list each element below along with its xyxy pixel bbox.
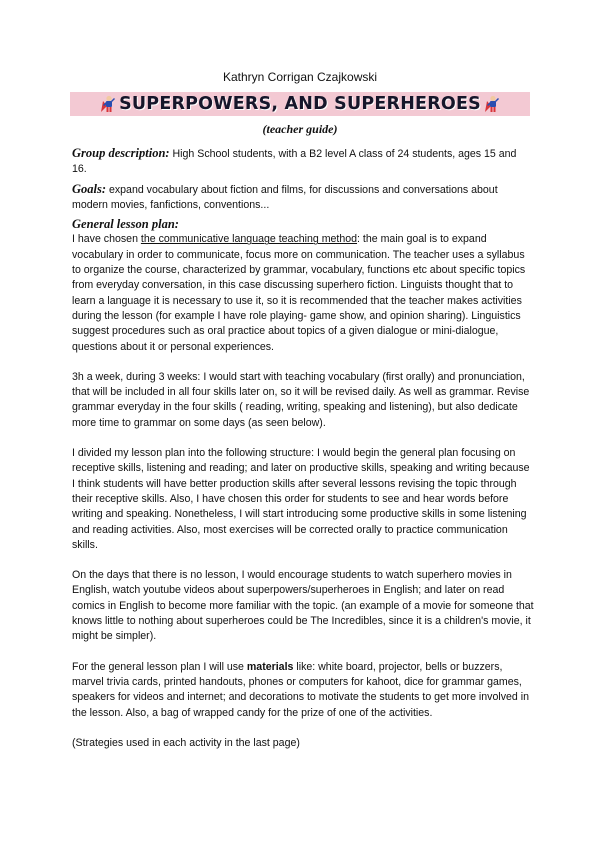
plan-paragraph-4: On the days that there is no lesson, I would encourage students to watch superhero movies in English, watch youtube videos about superpowers/superheroes in English; and later on read comics in English to become more familiar with the topic. (an example of a movie for someone that knows little to nothing about superheroes could be The Incredibles, since it is a children's movie, it might be simpler). — [72, 569, 534, 643]
p5-text-start: For the general lesson plan I will use — [72, 660, 247, 673]
document-subtitle: (teacher guide) — [262, 122, 338, 136]
group-description — [72, 146, 534, 178]
method-reference: the communicative language teaching method — [140, 233, 358, 246]
plan-paragraph-5 — [72, 660, 534, 721]
author-name: Kathryn Corrigan Czajkowski — [222, 70, 378, 84]
title-banner — [70, 92, 530, 116]
plan-paragraph-3: I divided my lesson plan into the following structure: I would begin the general plan focusing on receptive skills, listening and reading; and later on productive skills, speaking and writing because I think students will have better production skills after several lessons revising the topic through their receptive skills. Also, I have chosen this order for students to see and hear words before writing and speaking. Nonetheless, I will start introducing some productive skills in some listening and reading activities. Also, most exercises will be corrected orally to practice communication skills. — [72, 447, 530, 551]
document-title: SUPERPOWERS, AND SUPERHEROES — [119, 94, 481, 114]
group-heading: Group description: — [72, 146, 170, 160]
plan-paragraph-1 — [72, 232, 534, 354]
goals-heading: Goals: — [72, 181, 107, 196]
p1-text-start: I have chosen — [72, 233, 141, 246]
p1-text-end: : the main goal is to expand vocabulary in order to communicate, focus more on communication. The teacher uses a syllabus to organize the course, characterized by grammar, vocabulary, functions etc about specific topics from everyday conversation, in this case discussing superhero fiction. Linguists thought that to learn a language it is necessary to use it, so it is recommended that the teacher makes activities during the lesson (for example I have role playing- game show, and opinion sharing). Linguistics suggest procedures such as oral practice about topics of a given dialogue or mini-dialogue, questions about it or personal experiences. — [72, 233, 526, 353]
goals-text: expand vocabulary about fiction and films, for discussions and conversations about modern movies, fanfictions, conventions... — [72, 183, 498, 211]
superhero-icon — [101, 95, 115, 113]
superhero-icon — [485, 95, 499, 113]
p5-text-end: like: white board, projector, bells or buzzers, marvel trivia cards, printed handouts, phones or computers for kahoot, dice for grammar games, speakers for videos and internet; and decorations to motivate the students to get more involved in the lesson. Also, a bag of wrapped candy for the prize of one of the activities. — [72, 660, 529, 719]
document-body — [72, 146, 534, 766]
goals-section — [72, 182, 534, 214]
plan-paragraph-2: 3h a week, during 3 weeks: I would start with teaching vocabulary (first orally) and pronunciation, that will be included in all four skills later on, so it will be revised daily. As well as grammar. Revise grammar everyday in the four skills ( reading, writing, speaking and listening), but also dedicate more time to grammar on some days (as seen below). — [72, 370, 530, 429]
plan-heading: General lesson plan: — [72, 217, 179, 232]
plan-paragraph-6: (Strategies used in each activity in the last page) — [72, 736, 300, 749]
materials-keyword: materials — [246, 660, 294, 673]
group-text: High School students, with a B2 level A class of 24 students, ages 15 and 16. — [72, 148, 517, 176]
